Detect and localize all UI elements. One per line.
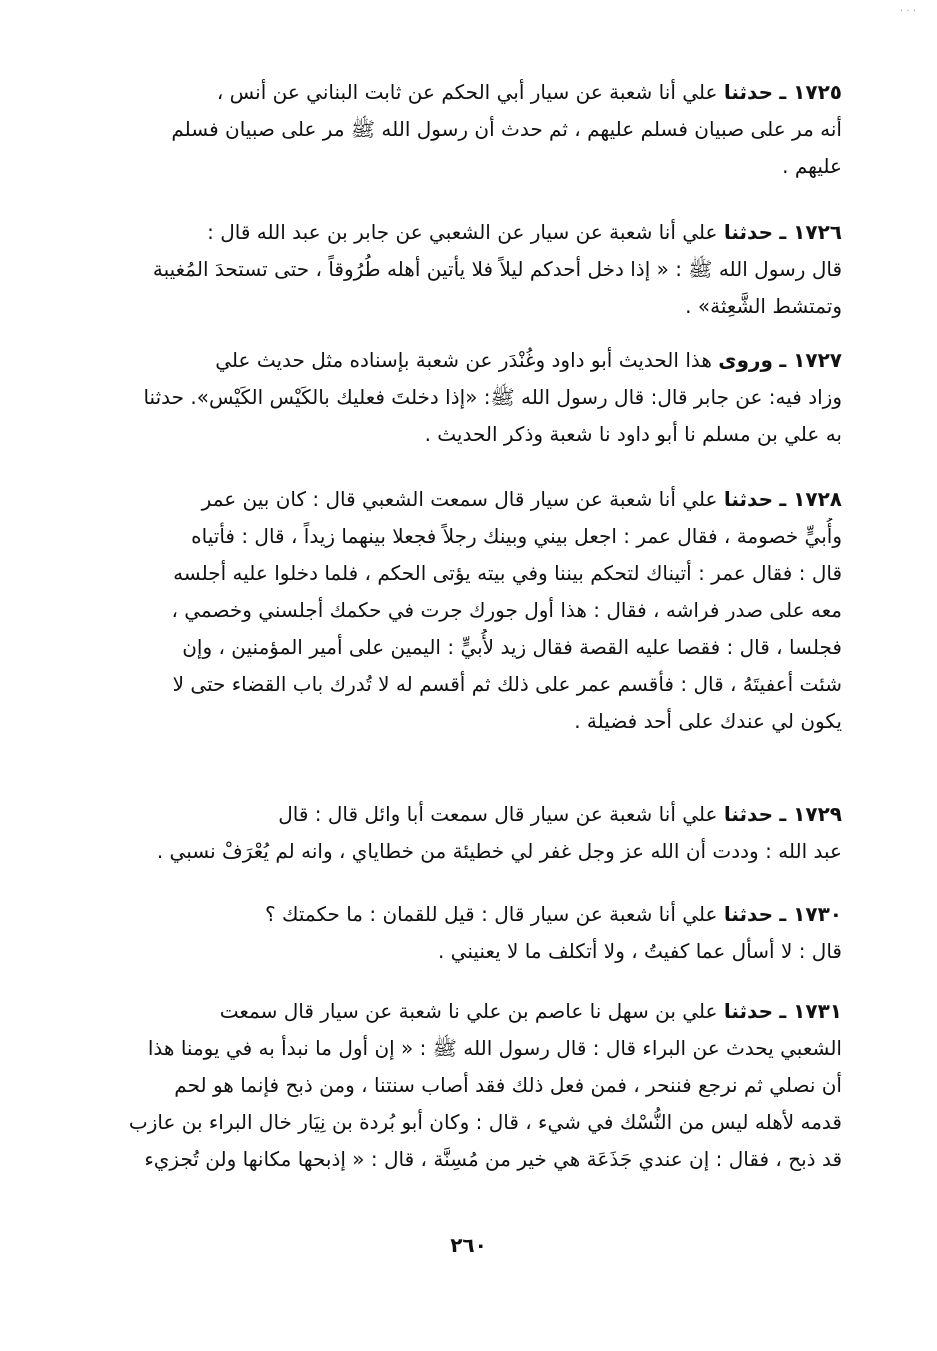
hadith-number: ١٧٣١ ـ: [779, 999, 842, 1023]
text-line: [82, 74, 842, 111]
hadith-number: ١٧٣٠ ـ: [779, 902, 842, 926]
scan-corner-mark: · · ·: [900, 6, 916, 17]
text-line: قال : لا أسأل عما كفيتُ ، ولا أتكلف ما لا يعنيني .: [437, 939, 842, 963]
text-line: فجلسا ، قال : فقصا عليه القصة فقال زيد لأُبيٍّ : اليمين على أمير المؤمنين ، وإن: [182, 635, 842, 659]
hadith-number: ١٧٢٩ ـ: [779, 802, 842, 826]
line-text: هذا الحديث أبو داود وغُنْدَر عن شعبة بإسناده مثل حديث علي: [215, 348, 712, 372]
hadith-lead-word: حدثنا: [723, 487, 773, 511]
text-line: [82, 481, 842, 518]
line-text: علي أنا شعبة عن سيار قال سمعت الشعبي قال : كان بين عمر: [201, 487, 718, 511]
text-line: [82, 796, 842, 833]
line-text: علي أنا شعبة عن سيار قال سمعت أبا وائل قال : قال: [278, 802, 718, 826]
text-line: قال رسول الله ﷺ : « إذا دخل أحدكم ليلاً فلا يأتين أهله طُرُوقاً ، حتى تستحدَ المُغيبة: [152, 257, 842, 281]
page-number: ٢٦٠: [450, 1233, 487, 1257]
text-line: قد ذبح ، فقال : إن عندي جَذَعَة هي خير من مُسِنَّة ، قال : « إذبحها مكانها ولن تُجزيء: [144, 1147, 842, 1171]
text-line: وزاد فيه: عن جابر قال: قال رسول الله ﷺ: «إذا دخلتَ فعليك بالكَيْس الكَيْس». حدثنا: [143, 385, 842, 409]
hadith-1731: [82, 993, 842, 1178]
text-line: عليهم .: [782, 154, 842, 178]
text-line: الشعبي يحدث عن البراء قال : قال رسول الله ﷺ : « إن أول ما نبدأ به في يومنا هذا: [147, 1036, 842, 1060]
hadith-number: ١٧٢٨ ـ: [779, 487, 842, 511]
text-line: أن نصلي ثم نرجع فننحر ، فمن فعل ذلك فقد أصاب سنتنا ، ومن ذبح فإنما هو لحم: [174, 1073, 842, 1097]
text-line: عبد الله : وددت أن الله عز وجل غفر لي خطيئة من خطاياي ، وانه لم يُعْرَفْ نسبي .: [156, 839, 842, 863]
text-line: به علي بن مسلم نا أبو داود نا شعبة وذكر الحديث .: [424, 422, 842, 446]
text-line: وتمتشط الشَّعِثة» .: [685, 294, 842, 318]
hadith-lead-word: حدثنا: [723, 220, 773, 244]
text-line: [82, 993, 842, 1030]
line-text: علي أنا شعبة عن سيار أبي الحكم عن ثابت البناني عن أنس ،: [216, 80, 718, 104]
text-line: أنه مر على صبيان فسلم عليهم ، ثم حدث أن رسول الله ﷺ مر على صبيان فسلم: [171, 117, 842, 141]
text-line: شئت أعفيتَهُ ، قال : فأقسم عمر على ذلك ثم أقسم له لا تُدرك باب القضاء حتى لا: [172, 672, 842, 696]
line-text: علي أنا شعبة عن سيار عن الشعبي عن جابر بن عبد الله قال :: [207, 220, 718, 244]
text-line: [82, 896, 842, 933]
hadith-1726: [82, 214, 842, 325]
line-text: علي أنا شعبة عن سيار قال : قيل للقمان : ما حكمتك ؟: [265, 902, 718, 926]
hadith-1725: [82, 74, 842, 185]
hadith-lead-word: حدثنا: [723, 80, 773, 104]
text-line: معه على صدر فراشه ، فقال : هذا أول جورك جرت في حكمك أجلسني وخصمي ،: [171, 598, 842, 622]
hadith-number: ١٧٢٦ ـ: [779, 220, 842, 244]
hadith-1730: [82, 896, 842, 970]
hadith-number: ١٧٢٥ ـ: [779, 80, 842, 104]
text-line: [82, 214, 842, 251]
hadith-lead-word: حدثنا: [723, 802, 773, 826]
text-line: [82, 342, 842, 379]
hadith-1727: [82, 342, 842, 453]
hadith-number: ١٧٢٧ ـ: [779, 348, 842, 372]
text-line: وأُبيٍّ خصومة ، فقال عمر : اجعل بيني وبينك رجلاً فجعلا بينهما زيداً ، قال : فأتياه: [191, 524, 842, 548]
hadith-1729: [82, 796, 842, 870]
text-line: قدمه لأهله ليس من النُّسْك في شيء ، قال : وكان أبو بُردة بن نِيَار خال البراء بن عازب: [128, 1110, 842, 1134]
hadith-lead-word: حدثنا: [723, 902, 773, 926]
text-line: يكون لي عندك على أحد فضيلة .: [574, 709, 842, 733]
hadith-lead-word: وروى: [718, 348, 773, 372]
text-line: قال : فقال عمر : أتيناك لتحكم بيننا وفي بيته يؤتى الحكم ، فلما دخلوا عليه أجلسه: [173, 561, 842, 585]
line-text: علي بن سهل نا عاصم بن علي نا شعبة عن سيار قال سمعت: [219, 999, 718, 1023]
hadith-lead-word: حدثنا: [723, 999, 773, 1023]
hadith-1728: [82, 481, 842, 740]
